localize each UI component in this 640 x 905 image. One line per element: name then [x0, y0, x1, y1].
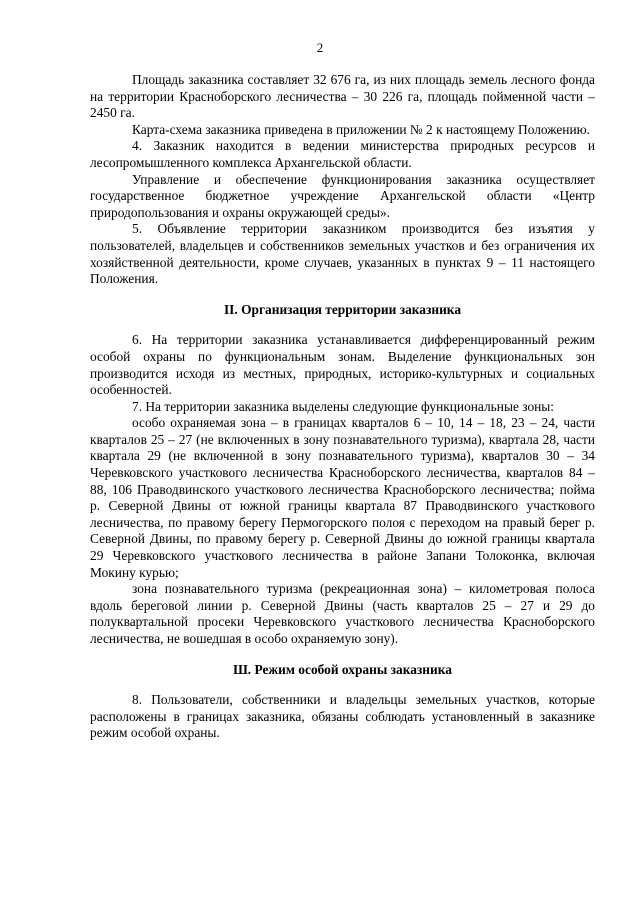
- paragraph-item-5: 5. Объявление территории заказником производится без изъятия у пользователей, владельцев и собственников земельных участков и без ограничения их хозяйственной деятельности, кроме случаев, указанных в пунктах 9 – 11 настоящего Положения.: [90, 221, 595, 287]
- paragraph-map-reference: Карта-схема заказника приведена в приложении № 2 к настоящему Положению.: [132, 121, 590, 137]
- document-body: [90, 72, 595, 742]
- paragraph-area: Площадь заказника составляет 32 676 га, из них площадь земель лесного фонда на территории Красноборского лесничества – 30 226 га, площадь пойменной части – 2450 га.: [90, 72, 595, 121]
- paragraph-tourism-zone: зона познавательного туризма (рекреационная зона) – километровая полоса вдоль береговой линии р. Северной Двины (часть кварталов 25 – 27 и 29 до полуквартальной просеки Черевковского участкового лесничества Красноборского лесничества, не вошедшая в особо охраняемую зону).: [90, 581, 595, 646]
- spacer: [90, 288, 595, 302]
- section-heading-2: II. Организация территории заказника: [223, 301, 462, 317]
- paragraph-item-6: 6. На территории заказника устанавливается дифференцированный режим особой охраны по функциональным зонам. Выделение функциональных зон производится исходя из местных, природных, историко-культурных и социальных особенностей.: [90, 332, 595, 398]
- paragraph-protected-zone: особо охраняемая зона – в границах кварталов 6 – 10, 14 – 18, 23 – 24, части кварталов 25 – 27 (не включенных в зону познавательного туризма), квартала 28, части квартала 29 (не включенной в зону познавательного туризма), кварталов 30 – 34 Черевковского участкового лесничества Красноборского лесничества, кварталов 84 – 88, 106 Праводвинского участкового лесничества Красноборского лесничества; пойма р. Северной Двины от южной границы квартала 87 Праводвинского участкового лесничества, по правому берегу Пермогорского полоя с переходом на правый берег р. Северной Двины, по правому берегу р. Северной Двины до южной границы квартала 29 Черевковского участкового лесничества в районе Запани Толоконка, включая Мокину курью;: [90, 415, 595, 580]
- paragraph-item-7: 7. На территории заказника выделены следующие функциональные зоны:: [132, 398, 555, 414]
- section-heading-3: Ш. Режим особой охраны заказника: [233, 661, 452, 677]
- page-number: 2: [316, 40, 324, 55]
- paragraph-item-8: 8. Пользователи, собственники и владельцы земельных участков, которые расположены в границах заказника, обязаны соблюдать установленный в заказнике режим особой охраны.: [90, 692, 595, 741]
- paragraph-management: Управление и обеспечение функционирования заказника осуществляет государственное бюджетное учреждение Архангельской области «Центр природопользования и охраны окружающей среды».: [90, 171, 595, 220]
- spacer: [90, 678, 595, 692]
- paragraph-item-4: 4. Заказник находится в ведении министерства природных ресурсов и лесопромышленного комплекса Архангельской области.: [90, 138, 595, 170]
- spacer: [90, 648, 595, 662]
- spacer: [90, 318, 595, 332]
